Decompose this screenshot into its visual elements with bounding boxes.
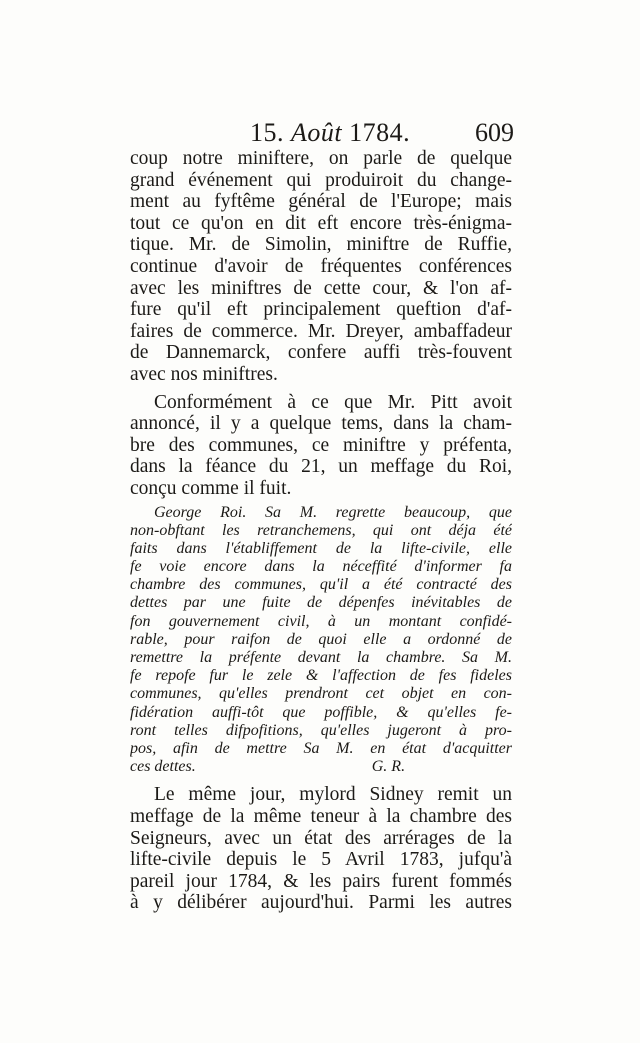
text-line: Seigneurs, avec un état des arrérages de la [130,827,512,849]
date-day: 15. [250,118,284,147]
text-line: avec les miniftres de cette cour, & l'on af- [130,277,512,299]
text-line: tout ce qu'on en dit eft encore très-énigma- [130,212,512,234]
text-line: Le même jour, mylord Sidney remit un [154,784,512,806]
paragraph-1 [130,148,512,386]
text-line: conçu comme il fuit. [130,477,292,499]
text-line: continue d'avoir de fréquentes conférences [130,255,512,277]
quote-line: non-obftant les retranchemens, qui ont déja été [130,521,512,539]
date-month: Août [291,118,343,147]
page-date [250,118,410,148]
quote-signature-line: ces dettes. G. R. [130,758,406,776]
quote-line: George Roi. Sa M. regrette beaucoup, que [154,503,512,521]
quote-line: faits dans l'établiffement de la lifte-civile, elle [130,539,512,557]
quote-line: rable, pour raifon de quoi elle a ordonné de [130,630,512,648]
text-line: coup notre miniftere, on parle de quelque [130,148,512,169]
page-number: 609 [475,118,514,147]
running-header [130,114,512,150]
quote-line: pos, afin de mettre Sa M. en état d'acquitter [130,739,512,757]
text-line: faires de commerce. Mr. Dreyer, ambaffadeur [130,320,512,342]
royal-message-quote [130,504,512,777]
paragraph-3 [130,784,512,914]
text-line: ment au fyftême général de l'Europe; mais [130,191,512,213]
quote-line: ront telles difpofitions, qu'elles jugeront à pro- [130,721,512,739]
quote-line: fe repofe fur le zele & l'affection de fes fideles [130,667,512,685]
quote-line: communes, qu'elles prendront cet objet en con- [130,685,512,703]
paragraph-2 [130,392,512,500]
text-line: avec nos miniftres. [130,363,278,385]
text-line: bre des communes, ce miniftre y préfenta, [130,434,512,456]
text-line: dans la féance du 21, un meffage du Roi, [130,456,512,478]
text-line: pareil jour 1784, & les pairs furent fommés [130,870,512,892]
text-line: grand événement qui produiroit du change- [130,169,512,191]
quote-line: fe voie encore dans la néceffité d'informer fa [130,558,512,576]
text-line: tique. Mr. de Simolin, miniftre de Ruffie, [130,234,512,256]
quote-line: dettes par une fuite de dépenfes inévitables de [130,594,512,612]
date-year: 1784. [349,118,411,147]
text-line: meffage de la même teneur à la chambre des [130,805,512,827]
text-line: à y délibérer aujourd'hui. Parmi les autres [130,892,512,914]
text-line: de Dannemarck, confere auffi très-fouvent [130,342,512,364]
quote-line: chambre des communes, qu'il a été contracté des [130,576,512,594]
text-line: lifte-civile depuis le 5 Avril 1783, jufqu'à [130,849,512,871]
body-text [130,148,512,914]
text-line: Conformément à ce que Mr. Pitt avoit [154,391,512,413]
quote-line: remettre la préfente devant la chambre. Sa M. [130,649,512,666]
text-line: annoncé, il y a quelque tems, dans la cham- [130,413,512,435]
quote-line: fidération auffi-tôt que poffible, & qu'elles fe- [130,703,512,721]
quote-line: fon gouvernement civil, à un montant confidé- [130,612,512,630]
text-line: fure qu'il eft principalement queftion d'af- [130,299,512,321]
